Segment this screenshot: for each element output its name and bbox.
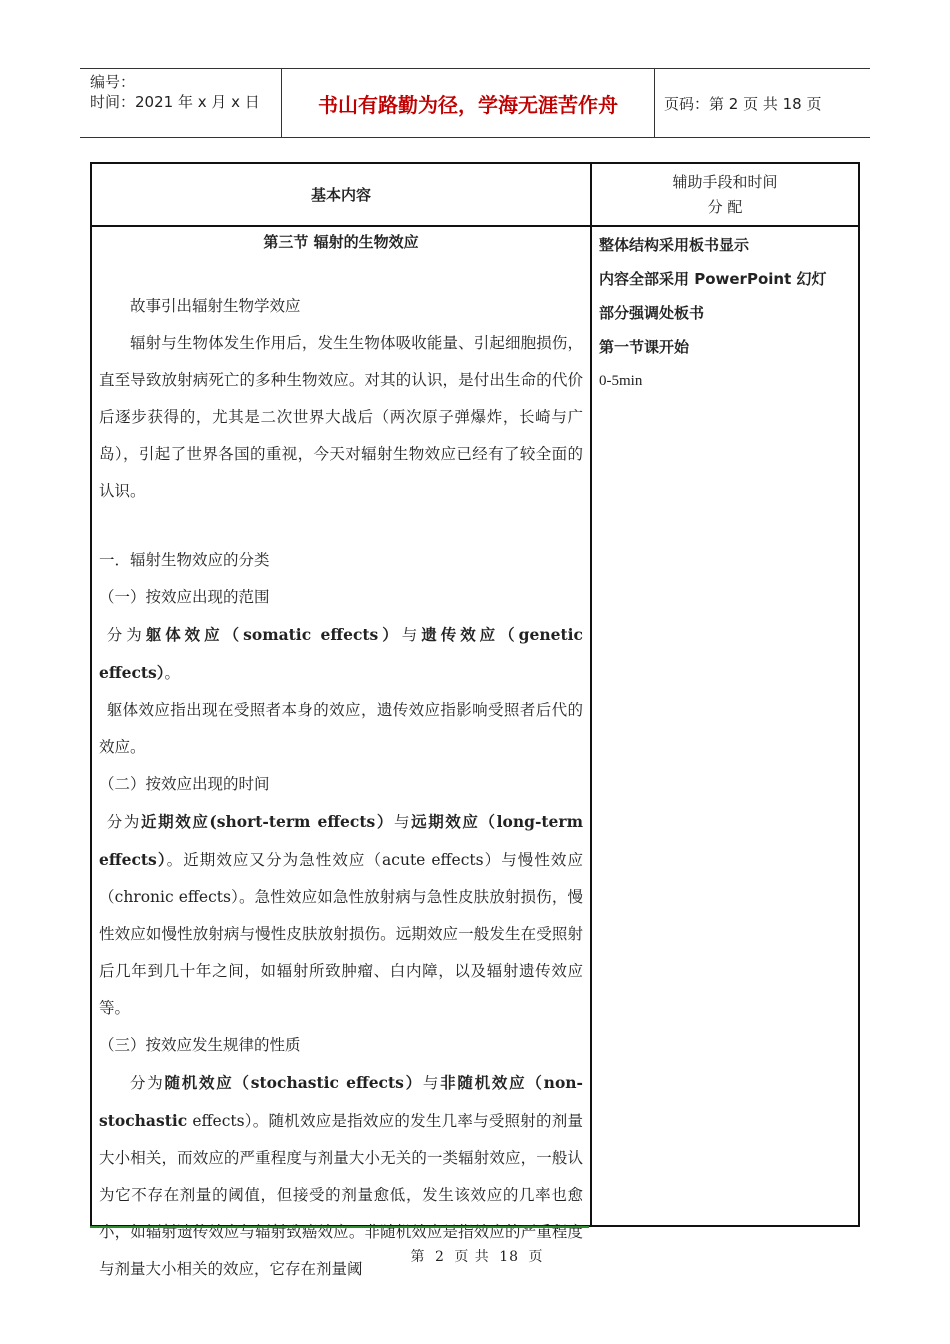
- time-paragraph: [99, 803, 583, 1027]
- subheading-scope: （一）按效应出现的范围: [99, 588, 270, 606]
- text: 分为: [106, 626, 146, 644]
- page-header: [80, 68, 870, 138]
- term-short-term: 近期效应(short-term effects）: [140, 812, 394, 831]
- text: 与: [422, 1074, 441, 1092]
- text: 。: [164, 664, 181, 682]
- page-info: 页码：第 2 页 共 18 页: [664, 94, 822, 113]
- header-meta: [80, 69, 280, 137]
- col-header-aux-line1: 辅助手段和时间: [672, 173, 778, 191]
- scope-description: 躯体效应指出现在受照者本身的效应，遗传效应指影响受照者后代的效应。: [99, 701, 583, 756]
- term-somatic: 躯体效应（somatic effects）: [145, 625, 402, 644]
- footer-total: 18: [499, 1249, 520, 1265]
- spacer: [99, 510, 583, 542]
- col-header-aux: [592, 170, 858, 220]
- subheading-nature: （三）按效应发生规律的性质: [99, 1036, 301, 1054]
- column-divider: [590, 164, 592, 1225]
- scope-paragraph: [99, 616, 583, 692]
- header-motto-cell: [281, 69, 655, 137]
- header-row-divider: [92, 225, 858, 227]
- content-column: [99, 228, 583, 1288]
- green-divider: [90, 1226, 589, 1228]
- number-label: 编号：: [90, 73, 136, 91]
- term-long-term: 远期效应（long-term effects）: [99, 812, 583, 869]
- text: effects）。随机效应是指效应的发生几率与受照射的剂量大小相关，而效应的严重程度与剂量大小无关的一类辐射效应，一般认为它不存在剂量的阈值，但接受的剂量愈低，发生该效应的几率也愈小，如辐射遗传效应与辐射致癌效应。非随机效应是指效应的严重程度与剂量大小相关的效应，它存在剂量阈: [99, 1112, 583, 1278]
- term-non-stochastic: 非随机效应（non-stochastic: [99, 1073, 583, 1130]
- text: 分为: [106, 813, 141, 831]
- text: 与: [401, 626, 422, 644]
- subheading-time: （二）按效应出现的时间: [99, 775, 270, 793]
- aux-note-powerpoint: 内容全部采用 PowerPoint 幻灯: [599, 270, 827, 288]
- footer-suffix: 页: [528, 1249, 544, 1265]
- text: 。近期效应又分为急性效应（acute effects）与慢性效应（chronic effects）。急性效应如急性放射病与急性皮肤放射损伤，慢性效应如慢性放射病与慢性皮肤放射损伤。远期效应一般发生在受照射后几年到几十年之间，如辐射所致肿瘤、白内障，以及辐射遗传效应等。: [99, 851, 583, 1017]
- aux-column: [599, 228, 859, 398]
- aux-note-structure: 整体结构采用板书显示: [599, 236, 750, 254]
- aux-note-blackboard: 部分强调处板书: [599, 304, 705, 322]
- footer-prefix: 第: [410, 1249, 426, 1265]
- page-footer: [0, 1246, 950, 1266]
- col-header-aux-line2: 分 配: [707, 198, 743, 216]
- col-header-content: 基本内容: [310, 186, 371, 204]
- section-title: 第三节 辐射的生物效应: [263, 233, 419, 251]
- aux-note-lesson-start: 第一节课开始: [599, 338, 690, 356]
- heading-classification: 一．辐射生物效应的分类: [99, 551, 270, 569]
- story-paragraph: 故事引出辐射生物学效应: [130, 297, 301, 315]
- spacer: [99, 256, 583, 288]
- term-stochastic: 随机效应（stochastic effects）: [164, 1073, 423, 1092]
- term-genetic: 遗传效应（genetic effects）: [99, 625, 583, 682]
- motto: 书山有路勤为径，学海无涯苦作舟: [318, 92, 618, 117]
- intro-paragraph: 辐射与生物体发生作用后，发生生物体吸收能量、引起细胞损伤，直至导致放射病死亡的多种生物效应。对其的认识，是付出生命的代价后逐步获得的，尤其是二次世界大战后（两次原子弹爆炸，长崎与广岛），引起了世界各国的重视，今天对辐射生物效应已经有了较全面的认识。: [99, 334, 583, 500]
- aux-note-time: 0-5min: [599, 373, 643, 389]
- footer-page: 2: [434, 1249, 445, 1265]
- footer-mid: 页 共: [454, 1249, 490, 1265]
- text: 与: [393, 813, 412, 831]
- time-label: 时间：2021 年 x 月 x 日: [90, 93, 260, 111]
- text: 分为: [130, 1074, 165, 1092]
